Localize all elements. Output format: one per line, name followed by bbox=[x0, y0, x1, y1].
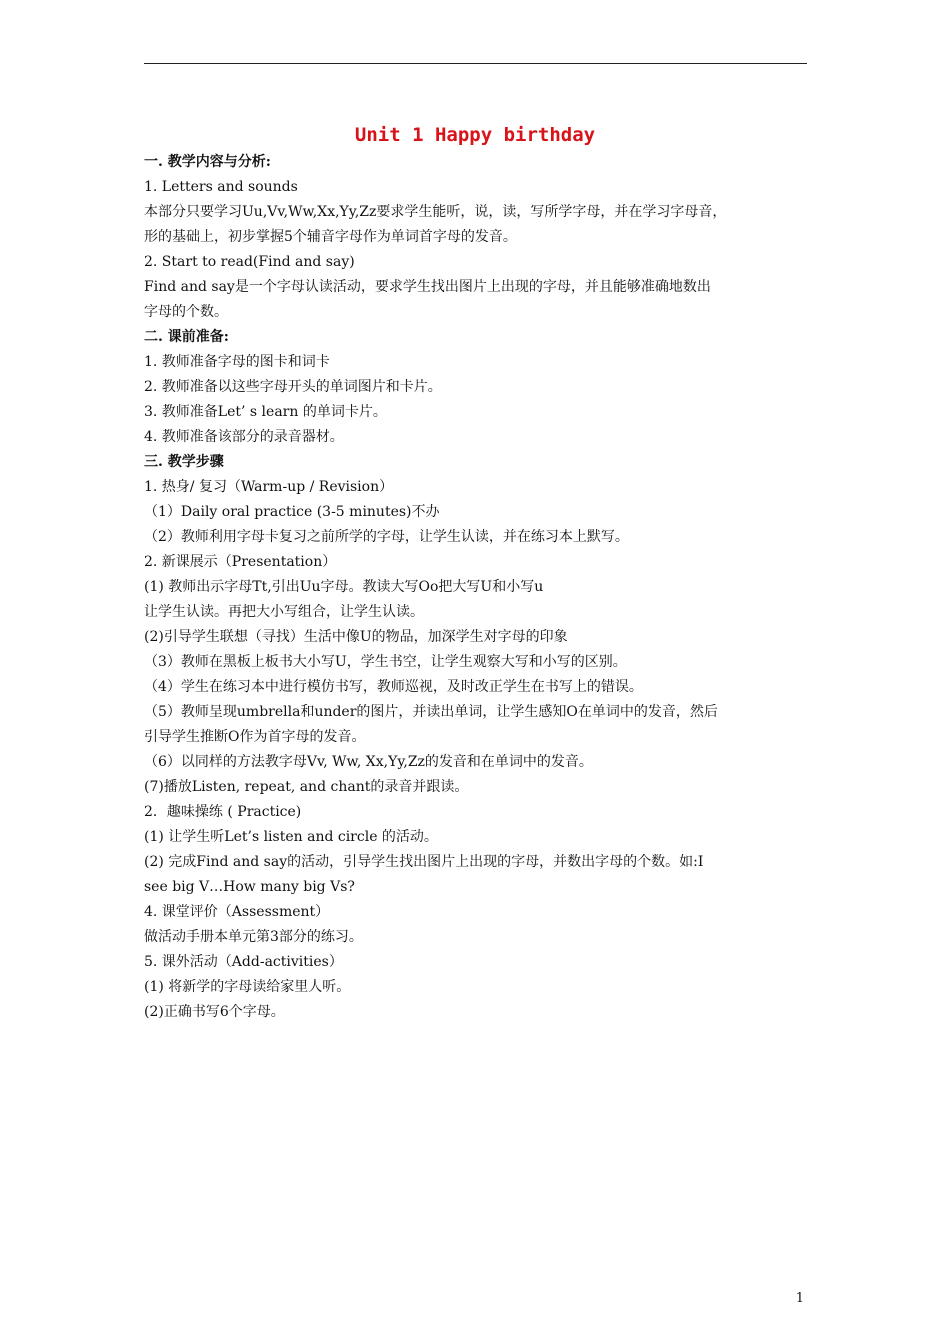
text-line: 1. 热身/ 复习（Warm-up / Revision） bbox=[144, 479, 394, 495]
text-line: 1. 教师准备字母的图卡和词卡 bbox=[144, 354, 330, 370]
header-rule bbox=[144, 63, 807, 64]
text-line: (7)播放Listen, repeat, and chant的录音并跟读。 bbox=[144, 779, 469, 795]
text-line: （4）学生在练习本中进行模仿书写，教师巡视，及时改正学生在书写上的错误。 bbox=[144, 679, 643, 695]
text-line: 4. 教师准备该部分的录音器材。 bbox=[144, 429, 344, 445]
text-line: (1) 让学生听Let’s listen and circle 的活动。 bbox=[144, 829, 438, 845]
text-line: (2) 完成Find and say的活动，引导学生找出图片上出现的字母，并数出字母的个数。如:I bbox=[144, 854, 704, 870]
document-body bbox=[144, 150, 807, 1025]
text-line: (2)正确书写6个字母。 bbox=[144, 1004, 285, 1020]
text-line: 5. 课外活动（Add-activities） bbox=[144, 954, 343, 970]
text-line: （2）教师利用字母卡复习之前所学的字母，让学生认读，并在练习本上默写。 bbox=[144, 529, 629, 545]
text-line: (2)引导学生联想（寻找）生活中像U的物品，加深学生对字母的印象 bbox=[144, 629, 568, 645]
text-line: 让学生认读。再把大小写组合，让学生认读。 bbox=[144, 604, 424, 620]
text-line: 做活动手册本单元第3部分的练习。 bbox=[144, 929, 363, 945]
text-line: 4. 课堂评价（Assessment） bbox=[144, 904, 330, 920]
text-line: 2．趣味操练 ( Practice) bbox=[144, 804, 302, 820]
section-heading: 三. 教学步骤 bbox=[144, 454, 224, 470]
text-line: Find and say是一个字母认读活动，要求学生找出图片上出现的字母，并且能够准确地数出 bbox=[144, 279, 711, 295]
text-line: 形的基础上，初步掌握5个辅音字母作为单词首字母的发音。 bbox=[144, 229, 517, 245]
text-line: 2. 新课展示（Presentation） bbox=[144, 554, 337, 570]
text-line: 本部分只要学习Uu,Vv,Ww,Xx,Yy,Zz要求学生能听，说，读，写所学字母，并在学习字母音， bbox=[144, 204, 727, 220]
text-line: （6）以同样的方法教字母Vv, Ww, Xx,Yy,Zz的发音和在单词中的发音。 bbox=[144, 754, 593, 770]
text-line: (1) 教师出示字母Tt,引出Uu字母。教读大写Oo把大写U和小写u bbox=[144, 579, 544, 595]
section-heading: 一. 教学内容与分析: bbox=[144, 154, 271, 170]
text-line: 引导学生推断O作为首字母的发音。 bbox=[144, 729, 366, 745]
text-line: （1）Daily oral practice (3-5 minutes)不办 bbox=[144, 504, 440, 520]
text-line: 3. 教师准备Let’ s learn 的单词卡片。 bbox=[144, 404, 387, 420]
page-number: 1 bbox=[795, 1291, 804, 1306]
text-line: see big V…How many big Vs? bbox=[144, 879, 355, 895]
text-line: (1) 将新学的字母读给家里人听。 bbox=[144, 979, 351, 995]
section-heading: 二. 课前准备: bbox=[144, 329, 229, 345]
text-line: 字母的个数。 bbox=[144, 304, 228, 320]
text-line: 2. 教师准备以这些字母开头的单词图片和卡片。 bbox=[144, 379, 442, 395]
text-line: （5）教师呈现umbrella和under的图片，并读出单词，让学生感知O在单词中的发音，然后 bbox=[144, 704, 718, 720]
text-line: 2. Start to read(Find and say) bbox=[144, 254, 355, 270]
document-title: Unit 1 Happy birthday bbox=[354, 124, 596, 146]
text-line: 1. Letters and sounds bbox=[144, 179, 298, 195]
text-line: （3）教师在黑板上板书大小写U，学生书空，让学生观察大写和小写的区别。 bbox=[144, 654, 627, 670]
